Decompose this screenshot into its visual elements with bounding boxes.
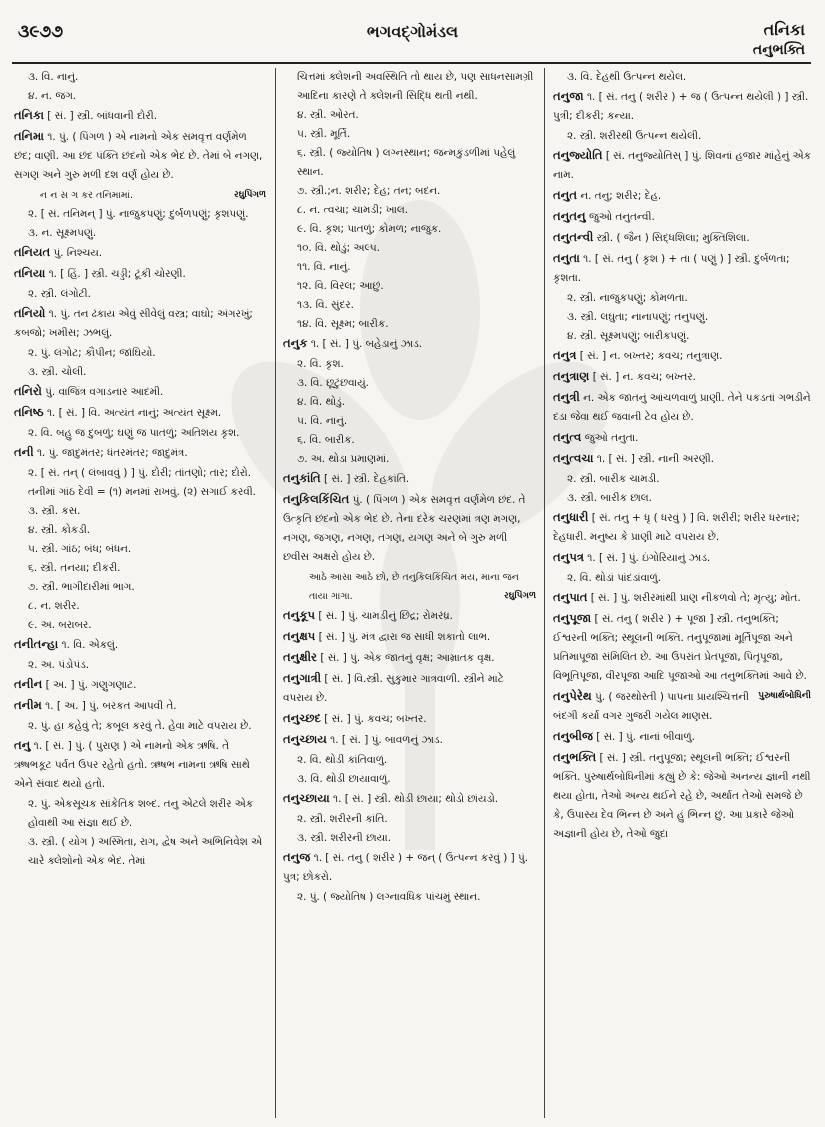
definition-text: ૧. [ અ. ] પું. બરકત આપવી તે.: [45, 700, 177, 712]
sense-line: ૯. અ. બરાબર.: [28, 619, 92, 631]
definition-text: ૧. [ હિં. ] સ્ત્રી. ચડ્ડી; ટૂંકી ચોરણી.: [48, 268, 186, 280]
headword: તનિયા: [14, 266, 46, 280]
quotation-source: પુરુષાર્થબોધિની: [758, 691, 811, 701]
sense-line: ૩. સ્ત્રી. ચોલી.: [28, 366, 87, 378]
definition-text: સ્ત્રી. ( જૈન ) સિદ્ધશિલા; મુક્તિશિલા.: [596, 232, 750, 244]
definition-text: પું. ( જરથોસ્તી ) પાપના પ્રાયશ્ચિત્તની બંદગી કર્યા વગર ગુજરી ગયેલ માણસ.: [553, 691, 749, 722]
definition-text: [ સં. ] પું. ચામડીનું છિદ્ર; રોમરંધ્ર.: [318, 610, 453, 622]
definition-text: [ સં. ] સ્ત્રી. તનુપૂજા; સ્થૂલની ભક્તિ; ઈશ્વરની ભક્તિ. પુરુષાર્થબોધિનીમાં કહ્યું છે કે: જેઓ અનન્ય જ્ઞાની નથી થયા હોતા, તેઓ અન્ય થઈને રહે છે, અર્થાત તેઓ સમજે છે કે, ઉપાસ્ય દેવ ભિન્ન છે અને હું ભિન્ન છું. આ પ્રકારે જેઓ અજ્ઞાની હોય છે, તેઓ જુદા: [553, 752, 811, 840]
sense-line: ૩. ન. સૂક્ષ્મપણું.: [28, 227, 97, 239]
sense-line: ૨. [ સં. તનિમન્ ] પું. નાજુકપણું; દુર્બળપણું; કૃશપણું.: [28, 208, 249, 220]
sense-line: ૨. સ્ત્રી. બારીક ચામડી.: [567, 473, 660, 485]
column-divider-left: [275, 68, 276, 1118]
sense-line: ચિત્તમાં ક્લેશની અવસ્થિતિ તો થાય છે, પણ સાધનસામગ્રી આદિના કારણે તે ક્લેશની સિદ્ધિ થતી નથી.: [297, 71, 534, 102]
dictionary-entry: [553, 727, 811, 747]
headword: તનુકૂપ: [283, 608, 316, 622]
sense-line: ૧૩. વિ. સુંદર.: [297, 299, 354, 311]
guide-word-last: તનુભક્તિ: [752, 42, 805, 58]
definition-text: જુઓ તનુતન્વી.: [588, 211, 655, 223]
dictionary-entry: [14, 127, 266, 185]
sense-line: ૧૧. વિ. નાનું.: [297, 261, 351, 273]
dictionary-entry: [553, 388, 811, 427]
column-divider-right: [544, 68, 545, 1118]
dictionary-entry: [14, 304, 266, 343]
headword: તનુ: [14, 738, 31, 752]
definition-text: [ સં. ] પું. કવચ; બખ્તર.: [324, 713, 427, 725]
definition-text: ૧. પું. ( પિંગળ ) એ નામનો એક સમવૃત્ત વર્ણમેળ છંદ; વાણી. આ છંદ પંક્તિ છંદનો એક ભેદ છે. તેમાં બે નગણ, સગણ અને ગુરુ મળી દશ વર્ણ હોય છે.: [14, 131, 263, 181]
definition-text: ન. તનુ; શરીર; દેહ.: [580, 190, 662, 202]
dictionary-entry: [553, 609, 811, 686]
dictionary-entry: [14, 264, 266, 284]
headword: તનુચ્છાય: [283, 732, 327, 746]
dictionary-entry: [283, 709, 536, 729]
headword: તનુત્ર: [553, 348, 577, 362]
definition-text: ૧. [ સં. તનુ ( કૃશ ) + તા ( પણું ) ] સ્ત્રી. દુર્બળતા; કૃશતા.: [553, 253, 790, 284]
definition-text: પું. ( પિંગળ ) એક સમવૃત્ત વર્ણમેળ છંદ. તે ઉત્કૃતિ છંદનો એક ભેદ છે. તેના દરેક ચરણમાં ત્રણ મગણ, નગણ, જગણ, નગણ, તગણ, યગણ અને બે ગુરુ મળી છવીસ અક્ષરો હોય છે.: [283, 494, 526, 563]
sense-line: ૨. પું. લંગોટ; કૌપીન; જાંઘિયો.: [28, 347, 156, 359]
dictionary-entry: [553, 428, 811, 448]
headword: તનુપાત: [553, 590, 588, 604]
dictionary-entry: [553, 449, 811, 469]
sense-line: ૬. સ્ત્રી. તનયા; દીકરી.: [28, 562, 121, 574]
headword: તનુત: [553, 188, 578, 202]
sense-line: ૫. સ્ત્રી. ગાંઠ; બંધ; બંધન.: [28, 543, 132, 555]
definition-text: [ સં. ] પું. શરીરમાંથી પ્રાણ નીકળવો તે; મૃત્યુ; મોત.: [590, 592, 801, 604]
definition-text: [ સં. તનુ + ધૃ ( ધરવું ) ] વિ. શરીરી; શરીર ધરનાર; દેહધારી. મનુષ્ય કે પ્રાણી માટે વપરાય છે.: [553, 512, 800, 543]
quotation-text: આઠે આસા આઠે છો, છે તનુકિલકિંચિત મય, માના જન તાયા ગાગા.: [309, 572, 519, 602]
dictionary-entry: [283, 334, 536, 354]
sense-line: ૭. સ્ત્રી.;ન. શરીર; દેહ; તન; બદન.: [297, 185, 441, 197]
dictionary-entry: [283, 848, 536, 887]
dictionary-entry: [283, 789, 536, 809]
sense-line: ૪. સ્ત્રી. ઓરત.: [297, 109, 359, 121]
definition-text: [ સં. ] ન. કવચ; બખ્તર.: [592, 371, 696, 383]
sense-line: ૭. અ. થોડા પ્રમાણમાં.: [297, 453, 390, 465]
headword: તનુતનુ: [553, 209, 586, 223]
sense-line: ૨. વિ. થોડી કાંતિવાળું.: [297, 754, 388, 766]
dictionary-entry: [553, 186, 811, 206]
headword: તનુગાત્રી: [283, 671, 322, 685]
headword: તનીન: [14, 677, 43, 691]
dictionary-entry: [553, 228, 811, 248]
definition-text: [ સં. ] પું. મંત્ર દ્વારા જ સાધી શકાતો લાભ.: [318, 631, 491, 643]
sense-line: તનીમાં ગાંઠ દેવી = (૧) મનમાં રાખવું. (૨) સગાઈ કરવી.: [28, 486, 256, 498]
sense-line: ૩. વિ. નાનું.: [28, 71, 79, 83]
headword: તનુકાંતિ: [283, 471, 321, 485]
definition-text: [ સં. ] ન. બખ્તર; કવચ; તનુત્રાણ.: [579, 350, 723, 362]
sense-line: ૫. વિ. નાનું.: [297, 415, 348, 427]
headword: તનુપૂજા: [553, 611, 592, 625]
headword: તનિયત: [14, 245, 51, 259]
headword: તનુજ્યોતિ: [553, 148, 603, 162]
page-header: [0, 0, 825, 64]
dictionary-entry: [553, 508, 811, 547]
definition-text: ૧. પું. જાદુમંતર; ધંતરમંતર; જાદુમંત્ર.: [36, 447, 188, 459]
dictionary-entry: [553, 346, 811, 366]
headword: તનુભક્તિ: [553, 750, 597, 764]
headword: તનુતા: [553, 251, 580, 265]
definition-text: ૧. [ સં. તનુ ( શરીર ) + જન્ ( ઉત્પન્ન કરવું ) ] પું. પુત્ર; છોકરો.: [283, 852, 529, 883]
dictionary-entry: [283, 606, 536, 626]
headword: તનુત્વ: [553, 430, 582, 444]
dictionary-entry: [14, 635, 266, 655]
headword: તનિમા: [14, 129, 44, 143]
headword: તની: [14, 445, 34, 459]
headword: તનીમ: [14, 698, 42, 712]
dictionary-entry: [14, 736, 266, 794]
sense-line: ૩. સ્ત્રી. કસ.: [28, 505, 81, 517]
headword: તનુધારી: [553, 510, 589, 524]
dictionary-entry: [14, 106, 266, 126]
dictionary-entry: [553, 588, 811, 608]
definition-text: ૧. [ સં. ] પું. ( પુરાણ ) એ નામનો એક ઋષિ. તે ઋષભકૂટ પર્વત ઉપર રહેતો હતો. ઋષભ નામના ઋષિ સાથે એને સંવાદ થયો હતો.: [14, 740, 250, 790]
definition-text: [ સં. ] વિ.સ્ત્રી. સુકુમાર ગાત્રવાળી. સ્ત્રીને માટે વપરાય છે.: [283, 673, 504, 704]
column-middle: [283, 68, 536, 1120]
headword: તનિરો: [14, 384, 42, 398]
sense-line: ૩. વિ. દેહથી ઉત્પન્ન થયેલ.: [567, 71, 687, 83]
quotation-text: ન ન સ ગ કર તનિમામાં.: [40, 190, 134, 201]
dictionary-entry: [14, 382, 266, 402]
sense-line: ૪. સ્ત્રી. સૂક્ષ્મપણું; બારીકપણું.: [567, 330, 690, 342]
dictionary-entry: [553, 367, 811, 387]
dictionary-entry: [283, 469, 536, 489]
dictionary-entry: [553, 748, 811, 844]
sense-line: ૨. સ્ત્રી. લંગોટી.: [28, 288, 91, 300]
dictionary-entry: [14, 675, 266, 695]
sense-line: ૯. વિ. કૃશ; પાતળું; કોમળ; નાજુક.: [297, 223, 442, 235]
sense-line: ૬. સ્ત્રી. ( જ્યોતિષ ) લગ્નસ્થાન; જન્મકુંડળીમાં પહેલું સ્થાન.: [297, 147, 516, 178]
quotation: [14, 186, 266, 205]
sense-line: ૮. ન. શરીર.: [28, 600, 80, 612]
definition-text: ૧. વિ. એકલું.: [61, 639, 119, 651]
dictionary-entry: [553, 548, 811, 568]
sense-line: ૩. સ્ત્રી. શરીરની છાયા.: [297, 832, 392, 844]
quotation-source: રઘુપિંગળ: [504, 591, 536, 601]
column-right: [553, 68, 811, 1120]
sense-line: ૨. પું. હા કહેવું તે; કબૂલ કરવું તે. હેવા માટે વપરાય છે.: [28, 720, 252, 732]
dictionary-entry: [553, 146, 811, 185]
sense-line: ૨. વિ. બહુ જ દુબળું; ઘણું જ પાતળું; અતિશય કૃશ.: [28, 427, 240, 439]
dictionary-entry: [14, 696, 266, 716]
headword: તનુક્ષપ: [283, 629, 316, 643]
sense-line: ૨. સ્ત્રી. શરીરથી ઉત્પન્ન થયેલી.: [567, 130, 702, 142]
definition-text: [ સં. ] પું. નાનાં બીવાળું.: [596, 731, 695, 743]
dictionary-entry: [283, 627, 536, 647]
sense-line: ૨. અ. પંડોપંડ.: [28, 659, 90, 671]
definition-text: ૧. પું. તન ઢંકાય એવું સીવેલું વસ્ત્ર; વાઘો; અંગરખું; કબજો; ખમીસ; ઝભલું.: [14, 308, 253, 339]
definition-text: ૧. [ સં. ] પું. બહેડાનું ઝાડ.: [310, 338, 423, 350]
definition-text: [ સં. તનુજ્યોતિસ્ ] પું. શિવનાં હજાર માંહેનું એક નામ.: [553, 150, 811, 181]
headword: તનુક: [283, 336, 308, 350]
dictionary-entry: [283, 648, 536, 668]
column-left: [14, 68, 266, 1120]
header-rule: [12, 62, 811, 64]
sense-line: ૩. વિ. થોડી છાયાવાળું.: [297, 773, 391, 785]
definition-text: [ સં. ] સ્ત્રી. દેહકાંતિ.: [323, 473, 410, 485]
guide-word-first: તનિકા: [763, 20, 805, 39]
definition-text: જુઓ તનુતા.: [584, 432, 639, 444]
dictionary-entry: [553, 207, 811, 227]
headword: તનિકા: [14, 108, 44, 122]
sense-line: ૭. સ્ત્રી. ભાગીદારીમાં ભાગ.: [28, 581, 135, 593]
dictionary-entry: [14, 443, 266, 463]
sense-line: ૧૦. વિ. થોડું; અલ્પ.: [297, 242, 380, 254]
headword: તનિષ્ઠ: [14, 405, 44, 419]
headword: તનુબીજ: [553, 729, 593, 743]
definition-text: પું. નિશ્ચય.: [53, 247, 103, 259]
definition-text: [ સં. તનુ ( શરીર ) + પૂજા ] સ્ત્રી. તનુભક્તિ; ઈશ્વરની ભક્તિ; સ્થૂલની ભક્તિ. તનુપૂજામાં મૂર્તિપૂજા અને પ્રતિમાપૂજા સંમિલિત છે. આ ઉપરાંત પ્રેતપૂજા, પિતૃપૂજા, વિભૂતિપૂજા, વીરપૂજા આદિ પૂજાઓ આ તનુભક્તિમાં આવે છે.: [553, 613, 807, 682]
definition-text: ૧. [ સં. તનુ ( શરીર ) + જ ( ઉત્પન્ન થયેલી ) ] સ્ત્રી. પુત્રી; દીકરી; કન્યા.: [553, 91, 809, 122]
dictionary-title: ભગવદ્ગોમંડલ: [366, 22, 459, 41]
sense-line: ૧૨. વિ. વિરલ; આછું.: [297, 280, 384, 292]
sense-line: ૬. વિ. બારીક.: [297, 434, 355, 446]
definition-text: [ અ. ] પું. ગણુગણાટ.: [45, 679, 137, 691]
quotation-source: રઘુપિંગળ: [234, 190, 266, 200]
headword: તનુત્રી: [553, 390, 580, 404]
definition-text: પું. વાજિંત્ર વગાડનાર આદમી.: [45, 386, 164, 398]
sense-line: ૫. સ્ત્રી. મૂર્તિ.: [297, 128, 351, 140]
sense-line: ૩. સ્ત્રી. બારીક છાલ.: [567, 492, 652, 504]
sense-line: ૩. સ્ત્રી. ( યોગ ) અસ્મિતા, રાગ, દ્વેષ અને અભિનિવેશ એ ચારે ક્લેશોનો એક ભેદ. તેમાં: [28, 836, 263, 867]
sense-line: ૨. વિ. કૃશ.: [297, 358, 344, 370]
dictionary-entry: [14, 403, 266, 423]
headword: તનુત્વચા: [553, 451, 594, 465]
headword: તનુતન્વી: [553, 230, 594, 244]
sense-line: ૪. વિ. થોડું.: [297, 396, 346, 408]
sense-line: ૩. સ્ત્રી. લઘુતા; નાનાપણું; તનુપણું.: [567, 311, 709, 323]
headword: તનુજ: [283, 850, 311, 864]
definition-text: ૧. [ સં. ] પું. ઇંગોરિયાનું ઝાડ.: [587, 552, 711, 564]
definition-text: ૧. [ સં. ] સ્ત્રી. થોડી છાયા; થોડો છાંયડો.: [333, 793, 499, 805]
sense-line: ૨. [ સં. તન્ ( લંબાવવું ) ] પું. દોરી; તાંતણો; તાર; દોરો.: [28, 467, 252, 479]
sense-line: ૨. વિ. થોડાં પાંદડાંવાળું.: [567, 572, 662, 584]
headword: તનુપેરેથ: [553, 689, 592, 703]
headword: તનુચ્છદ: [283, 711, 321, 725]
sense-line: ૨. સ્ત્રી. નાજુકપણું; કોમળતા.: [567, 292, 688, 304]
dictionary-entry: [283, 669, 536, 708]
headword: તનુપત્ર: [553, 550, 584, 564]
sense-line: ૨. સ્ત્રી. શરીરની કાંતિ.: [297, 813, 388, 825]
dictionary-entry: [553, 249, 811, 288]
headword: તનિયો: [14, 306, 46, 320]
dictionary-entry: [283, 490, 536, 567]
headword: તનીતન્હા: [14, 637, 59, 651]
quotation: [283, 568, 536, 606]
dictionary-entry: [283, 730, 536, 750]
definition-text: ન. એક જાતનું આંચળવાળું પ્રાણી. તેને પકડતાં ગભડીને દડા જેવા થઈ જવાની ટેવ હોય છે.: [553, 392, 811, 423]
sense-line: ૪. ન. જગ.: [28, 90, 77, 102]
definition-text: ૧. [ સં. ] વિ. અત્યંત નાનું; અત્યંત સૂક્ષ્મ.: [46, 407, 222, 419]
page-number: ૩૯૭૭: [18, 22, 64, 42]
dictionary-entry: [14, 243, 266, 263]
sense-line: ૩. વિ. છૂટુંછવાયું.: [297, 377, 369, 389]
definition-text: [ સં. ] પું. એક જાતનું વૃક્ષ; આમ્રાતક વૃક્ષ.: [320, 652, 495, 664]
sense-line: ૨. પું. એકસૂચક સાંકેતિક શબ્દ. તનુ એટલે શરીર એક હોવાથી આ સંજ્ઞા થઈ છે.: [28, 798, 254, 829]
definition-text: [ સં. ] સ્ત્રી. બાંધવાની દોરી.: [47, 110, 158, 122]
sense-line: ૨. પું. ( જ્યોતિષ ) લગ્નાવધિક પાંચમું સ્થાન.: [297, 891, 481, 903]
headword: તનુચ્છાયા: [283, 791, 330, 805]
headword: તનુકિલકિંચિત: [283, 492, 350, 506]
dictionary-entry: [553, 87, 811, 126]
sense-line: ૧૪. વિ. સૂક્ષ્મ; બારીક.: [297, 318, 389, 330]
headword: તનુજા: [553, 89, 584, 103]
headword: તનુત્રાણ: [553, 369, 590, 383]
sense-line: ૪. સ્ત્રી. કોકડી.: [28, 524, 91, 536]
definition-text: ૧. [ સં. ] સ્ત્રી. નાની અરણી.: [596, 453, 715, 465]
definition-text: ૧. [ સં. ] પું. બાવળનું ઝાડ.: [330, 734, 443, 746]
headword: તનુક્ષીર: [283, 650, 318, 664]
sense-line: ૮. ન. ત્વચા; ચામડી; ખાલ.: [297, 204, 409, 216]
